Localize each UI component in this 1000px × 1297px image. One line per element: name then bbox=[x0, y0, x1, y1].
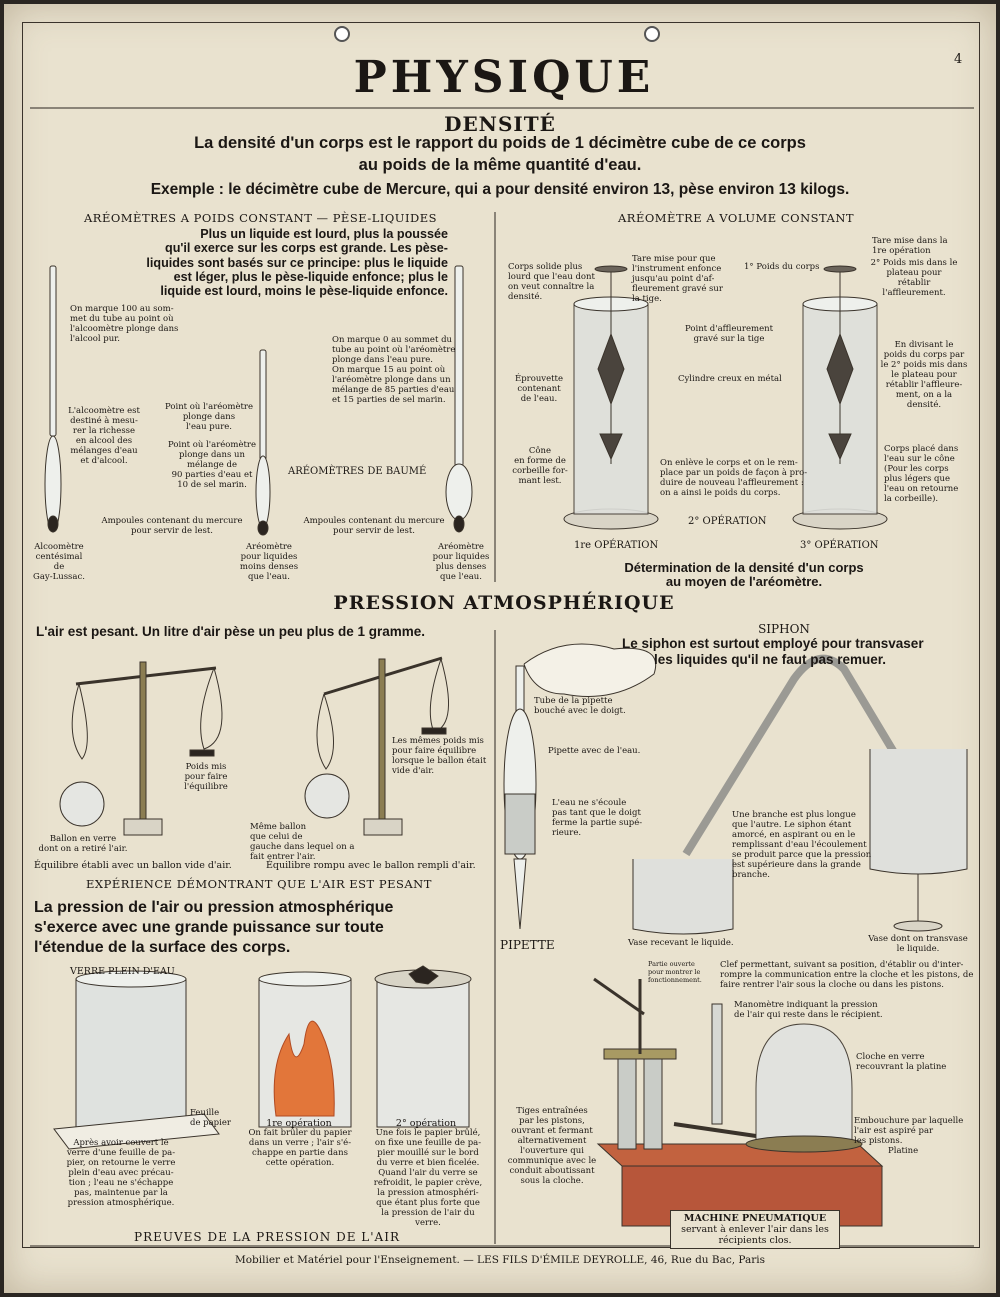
densite-heading: DENSITÉ bbox=[444, 112, 556, 136]
note-line: Une fois le papier brûlé, bbox=[375, 1128, 481, 1138]
note-line: pour montrer le bbox=[648, 968, 701, 976]
ampoule-note-2 bbox=[294, 516, 454, 536]
poster-board bbox=[4, 4, 996, 1293]
note-line: plonge dans l'eau pure. bbox=[332, 355, 434, 365]
note-line: l'équilibre bbox=[184, 782, 228, 792]
note-line: Poids mis bbox=[185, 762, 227, 772]
note-line: Cloche en verre bbox=[856, 1052, 925, 1062]
note-line: Vase dont on transvase bbox=[868, 934, 968, 944]
glass-paper-cover bbox=[375, 966, 471, 1127]
note-line: la corbeille). bbox=[884, 494, 939, 504]
densite-example: Exemple : le décimètre cube de Mercure, qui a pour densité environ 13, pèse environ 13 kilogs. bbox=[150, 181, 850, 198]
paragraph-line: s'exerce avec une grande puissance sur toute bbox=[34, 919, 384, 936]
note-platine: Platine bbox=[888, 1146, 919, 1156]
note-poids-plateau bbox=[864, 258, 964, 298]
note-en-divisant bbox=[876, 340, 972, 410]
note-line: que étant plus forte que bbox=[376, 1198, 480, 1208]
note-line: Partie ouverte bbox=[648, 960, 695, 968]
note-line: l'air est aspiré par bbox=[854, 1126, 934, 1136]
caption-line: moins denses bbox=[239, 562, 299, 572]
note-poids-corps: 1° Poids du corps bbox=[744, 262, 820, 272]
note-feuille-papier bbox=[190, 1108, 231, 1128]
note-line: la tige. bbox=[632, 294, 662, 304]
footer-publisher: Mobilier et Matériel pour l'Enseignement. — LES FILS D'ÉMILE DEYROLLE, 46, Rue du Bac, Paris bbox=[234, 1254, 766, 1266]
note-on-enleve bbox=[660, 458, 807, 498]
machine-subtitle: servant à enlever l'air dans les bbox=[681, 1224, 829, 1235]
note-line: communique avec le bbox=[507, 1156, 597, 1166]
note-line: (Pour les corps bbox=[884, 464, 949, 474]
note-line: 1re opération bbox=[872, 246, 931, 256]
note-eprouvette bbox=[504, 374, 574, 404]
areometre-volume-heading: ARÉOMÈTRE A VOLUME CONSTANT bbox=[618, 211, 855, 225]
note-line: pour faire bbox=[184, 772, 228, 782]
note-line: Ampoules contenant du mercure bbox=[101, 516, 243, 526]
note-tare-2 bbox=[872, 236, 948, 256]
note-line: Quand l'air du verre se bbox=[378, 1168, 478, 1178]
note-line: cette opération. bbox=[265, 1158, 335, 1168]
note-line: duire de nouveau l'affleurement : bbox=[660, 478, 804, 488]
note-line: dans un verre ; l'air s'é- bbox=[248, 1138, 352, 1148]
note-tare-1 bbox=[632, 254, 723, 304]
note-pipette-eau: Pipette avec de l'eau. bbox=[548, 746, 641, 756]
note-vase-transvase bbox=[858, 934, 978, 954]
note-line: le 2° poids mis dans bbox=[880, 360, 968, 370]
note-line: On marque 15 au point où bbox=[332, 365, 446, 375]
note-line: L'alcoomètre est bbox=[68, 406, 140, 416]
densite-definition-2: au poids de la même quantité d'eau. bbox=[358, 156, 642, 174]
op1-text bbox=[240, 1128, 360, 1168]
note-line: en alcool des bbox=[75, 436, 133, 446]
note-line: Éprouvette bbox=[515, 374, 563, 384]
equilibre-etabli: Équilibre établi avec un ballon vide d'air. bbox=[34, 860, 232, 871]
pression-heading: PRESSION ATMOSPHÉRIQUE bbox=[333, 592, 675, 614]
caption-moins-denses bbox=[234, 542, 304, 582]
caption-line: centésimal bbox=[35, 552, 83, 562]
note-line: ment, on a la bbox=[895, 390, 953, 400]
note-melange bbox=[164, 440, 260, 490]
op2-title: 2° opération bbox=[395, 1118, 457, 1129]
note-line: Point où l'aréomètre bbox=[164, 402, 254, 412]
note-line: l'eau pure. bbox=[185, 422, 233, 432]
page-title: PHYSIQUE bbox=[353, 52, 655, 103]
machine-subtitle: récipients clos. bbox=[718, 1235, 792, 1246]
principle-line: qu'il exerce sur les corps est grande. Les pèse- bbox=[165, 241, 448, 256]
note-line: plateau pour bbox=[886, 268, 942, 278]
note-vase-recevant: Vase recevant le liquide. bbox=[628, 938, 734, 948]
note-tube-pipette bbox=[534, 696, 626, 716]
note-line: On enlève le corps et on le rem- bbox=[660, 458, 798, 468]
note-line: on fixe une feuille de pa- bbox=[374, 1138, 482, 1148]
note-line: pier mouillé sur le bord bbox=[377, 1148, 479, 1158]
siphon-text-2: les liquides qu'il ne faut pas remuer. bbox=[654, 652, 887, 667]
note-line: Ampoules contenant du mercure bbox=[303, 516, 445, 526]
note-cloche bbox=[856, 1052, 946, 1072]
note-cylindre: Cylindre creux en métal bbox=[678, 374, 782, 384]
note-line: rétablir bbox=[897, 278, 931, 288]
machine-title: MACHINE PNEUMATIQUE bbox=[683, 1213, 827, 1224]
note-line: rer la richesse bbox=[72, 426, 136, 436]
note-line: On fait brûler du papier bbox=[248, 1128, 352, 1138]
note-line: de papier bbox=[190, 1118, 231, 1128]
note-line: 2° Poids mis dans le bbox=[870, 258, 958, 268]
note-line: chappe en partie dans bbox=[252, 1148, 348, 1158]
caption-line: que l'eau. bbox=[440, 572, 482, 582]
note-line: que l'autre. Le siphon étant bbox=[732, 820, 852, 830]
caption-line: Gay-Lussac. bbox=[33, 572, 85, 582]
siphon bbox=[633, 659, 967, 934]
note-line: fait entrer l'air. bbox=[250, 852, 316, 862]
note-line: Même ballon bbox=[250, 822, 307, 832]
note-line: Une branche est plus longue bbox=[732, 810, 856, 820]
hydrometer-gay-lussac bbox=[45, 266, 61, 532]
caption-line: Aréomètre bbox=[246, 542, 292, 552]
op2-text bbox=[366, 1128, 490, 1228]
equilibre-rompu: Équilibre rompu avec le ballon rempli d'air. bbox=[266, 860, 476, 871]
preuves-label: PREUVES DE LA PRESSION DE L'AIR bbox=[134, 1230, 400, 1244]
note-line: pier, on retourne le verre bbox=[66, 1158, 176, 1168]
note-alcoometre bbox=[64, 406, 144, 466]
note-line: remplissant d'eau l'écoulement bbox=[732, 840, 867, 850]
note-line: mélange de bbox=[187, 460, 237, 470]
note-line: destiné à mesu- bbox=[70, 416, 138, 426]
note-line: le plateau pour bbox=[891, 370, 957, 380]
note-line: rétablir l'affleure- bbox=[885, 380, 963, 390]
caption-line: Alcoomètre bbox=[34, 542, 84, 552]
note-line: de l'eau. bbox=[520, 394, 558, 404]
note-embouchure bbox=[854, 1116, 963, 1146]
principle-line: liquides sont basés sur ce principe: plus le liquide bbox=[146, 255, 448, 270]
note-line: dont on a retiré l'air. bbox=[38, 844, 128, 854]
note-line: conduit aboutissant bbox=[509, 1166, 595, 1176]
caption-line: plus denses bbox=[435, 562, 487, 572]
note-line: poids du corps par bbox=[883, 350, 965, 360]
caption-line: de bbox=[53, 562, 65, 572]
note-line: l'alcoomètre plonge dans bbox=[70, 324, 179, 334]
note-line: et 15 parties de sel marin. bbox=[332, 395, 446, 405]
note-line: du verre et bien ficelée. bbox=[376, 1158, 480, 1168]
note-corps-place bbox=[884, 444, 958, 504]
principle-line: Plus un liquide est lourd, plus la poussée bbox=[200, 227, 448, 241]
areometres-poids-heading: ARÉOMÈTRES A POIDS CONSTANT — PÈSE-LIQUIDES bbox=[84, 211, 438, 225]
note-line: vide d'air. bbox=[392, 766, 435, 776]
note-une-branche bbox=[732, 810, 871, 880]
note-line: rieure. bbox=[552, 828, 582, 838]
verre-plein-label: VERRE PLEIN D'EAU bbox=[70, 966, 175, 977]
conclusion-line-1: Détermination de la densité d'un corps bbox=[624, 560, 864, 575]
note-line: ferme la partie supé- bbox=[552, 818, 643, 828]
note-line: Clef permettant, suivant sa position, d'établir ou d'inter- bbox=[720, 960, 964, 970]
note-line: en forme de bbox=[514, 456, 566, 466]
note-line: est supérieure dans la grande bbox=[732, 860, 861, 870]
note-line: Embouchure par laquelle bbox=[854, 1116, 964, 1126]
note-clef bbox=[720, 960, 973, 990]
note-line: gravé sur la tige bbox=[693, 334, 765, 344]
note-line: gauche dans lequel on a bbox=[250, 842, 355, 852]
label-op3: 3° OPÉRATION bbox=[800, 540, 879, 551]
note-line: densité. bbox=[508, 292, 543, 302]
note-line: mant lest. bbox=[518, 476, 562, 486]
note-line: Tiges entraînées bbox=[516, 1106, 588, 1116]
balance-left bbox=[60, 662, 222, 835]
note-line: densité. bbox=[906, 400, 942, 410]
note-line: plus légers que bbox=[884, 474, 950, 484]
note-line: la pression de l'air du bbox=[381, 1208, 475, 1218]
air-pesant: L'air est pesant. Un litre d'air pèse un peu plus de 1 gramme. bbox=[36, 624, 426, 639]
label-op1: 1re OPÉRATION bbox=[574, 540, 659, 551]
note-line: corbeille for- bbox=[512, 466, 568, 476]
experience-heading: EXPÉRIENCE DÉMONTRANT QUE L'AIR EST PESANT bbox=[86, 877, 432, 891]
ampoule-note-1 bbox=[92, 516, 252, 536]
note-tiges bbox=[504, 1106, 600, 1186]
note-poids-mis bbox=[176, 762, 236, 792]
note-memes-poids bbox=[392, 736, 486, 776]
note-line: contenant bbox=[517, 384, 561, 394]
note-line: se produit parce que la pression bbox=[732, 850, 872, 860]
note-0-15 bbox=[332, 335, 455, 405]
caption-line: que l'eau. bbox=[248, 572, 290, 582]
note-line: Après avoir couvert le bbox=[73, 1138, 169, 1148]
note-line: on veut connaître la bbox=[508, 282, 595, 292]
note-line: jusqu'au point d'af- bbox=[632, 274, 715, 284]
caption-line: pour liquides bbox=[240, 552, 298, 562]
note-line: lourd que l'eau dont bbox=[508, 272, 595, 282]
note-line: plonge dans un bbox=[179, 450, 245, 460]
note-line: Ballon en verre bbox=[49, 834, 117, 844]
note-line: faire rentrer l'air sous la cloche ou dans les pistons. bbox=[720, 980, 944, 990]
note-line: l'alcool pur. bbox=[70, 334, 121, 344]
siphon-heading: SIPHON bbox=[758, 622, 810, 636]
note-line: recouvrant la platine bbox=[856, 1062, 947, 1072]
note-line: l'instrument enfonce bbox=[632, 264, 722, 274]
note-line: On marque 0 au sommet du bbox=[332, 335, 453, 345]
pipette-label: PIPETTE bbox=[500, 938, 555, 952]
note-partie-ouverte bbox=[648, 960, 702, 984]
note-line: l'ouverture qui bbox=[520, 1146, 584, 1156]
note-line: place par un poids de façon à pro- bbox=[660, 468, 808, 478]
note-line: pression atmosphérique. bbox=[67, 1198, 175, 1208]
note-line: la pression atmosphéri- bbox=[377, 1188, 479, 1198]
note-eau-pure bbox=[164, 402, 254, 432]
note-line: Tare mise dans la bbox=[872, 236, 948, 246]
note-line: En divisant le bbox=[894, 340, 954, 350]
note-line: les pistons. bbox=[854, 1136, 903, 1146]
note-line: 90 parties d'eau et bbox=[171, 470, 253, 480]
note-point-affleurement bbox=[664, 324, 794, 344]
conclusion-line-2: au moyen de l'aréomètre. bbox=[665, 574, 823, 589]
note-line: que celui de bbox=[250, 832, 303, 842]
note-line: mélange de 85 parties d'eau bbox=[332, 385, 455, 395]
note-ballon-verre bbox=[28, 834, 138, 854]
note-line: sous la cloche. bbox=[520, 1176, 584, 1186]
note-cone bbox=[508, 446, 572, 486]
note-line: plein d'eau avec précau- bbox=[68, 1168, 174, 1178]
op1-title: 1re opération bbox=[266, 1118, 332, 1129]
siphon-text-1: Le siphon est surtout employé pour transvaser bbox=[622, 636, 924, 651]
note-line: Manomètre indiquant la pression bbox=[734, 1000, 878, 1010]
note-line: lorsque le ballon était bbox=[392, 756, 487, 766]
pression-paragraph bbox=[34, 898, 494, 958]
note-line: alternativement bbox=[517, 1136, 587, 1146]
note-line: Point où l'aréomètre bbox=[167, 440, 257, 450]
note-manometre bbox=[734, 1000, 883, 1020]
note-line: l'aréomètre plonge dans un bbox=[332, 375, 451, 385]
note-line: 10 de sel marin. bbox=[177, 480, 247, 490]
note-line: plonge dans bbox=[182, 412, 236, 422]
baume-label: ARÉOMÈTRES DE BAUMÉ bbox=[288, 466, 427, 477]
note-line: Corps placé dans bbox=[884, 444, 959, 454]
cylinder-operation-1 bbox=[564, 266, 658, 529]
note-line: met du tube au point où bbox=[70, 314, 174, 324]
note-line: le liquide. bbox=[896, 944, 940, 954]
note-line: amorcé, en aspirant ou en le bbox=[732, 830, 856, 840]
caption-plus-denses bbox=[426, 542, 496, 582]
note-line: pas tant que le doigt bbox=[552, 808, 641, 818]
glass-burning-paper bbox=[259, 972, 351, 1127]
note-line: pour servir de lest. bbox=[333, 526, 415, 536]
label-op2: 2° OPÉRATION bbox=[688, 516, 767, 527]
note-line: tube au point où l'aréomètre bbox=[332, 345, 456, 355]
note-line: l'eau sur le cône bbox=[884, 454, 955, 464]
note-line: verre. bbox=[415, 1218, 441, 1228]
note-line: Tube de la pipette bbox=[534, 696, 613, 706]
note-line: mélanges d'eau bbox=[70, 446, 138, 456]
note-line: par les pistons, bbox=[519, 1116, 585, 1126]
principle-line: liquide est lourd, moins le pèse-liquide enfonce. bbox=[160, 284, 448, 299]
note-line: fleurement gravé sur bbox=[632, 284, 723, 294]
note-line: On marque 100 au som- bbox=[70, 304, 174, 314]
note-line: verre d'une feuille de pa- bbox=[66, 1148, 176, 1158]
note-line: L'eau ne s'écoule bbox=[552, 798, 627, 808]
note-line: rompre la communication entre la cloche et les pistons, de bbox=[720, 970, 974, 980]
densite-definition-1: La densité d'un corps est le rapport du poids de 1 décimètre cube de ce corps bbox=[194, 134, 806, 152]
note-100 bbox=[70, 304, 178, 344]
note-line: l'eau on retourne bbox=[884, 484, 959, 494]
note-line: Les mêmes poids mis bbox=[392, 736, 484, 746]
note-line: tion ; l'eau ne s'échappe bbox=[68, 1178, 174, 1188]
note-line: Tare mise pour que bbox=[632, 254, 716, 264]
principle-line: est léger, plus le pèse-liquide enfonce; plus le bbox=[173, 269, 448, 284]
areometres-principle bbox=[88, 227, 448, 298]
note-line: pour servir de lest. bbox=[131, 526, 213, 536]
note-meme-ballon bbox=[250, 822, 354, 862]
note-line: branche. bbox=[732, 870, 771, 880]
caption-line: Aréomètre bbox=[438, 542, 484, 552]
note-line: Corps solide plus bbox=[508, 262, 583, 272]
note-eau-ne-coule bbox=[552, 798, 642, 838]
note-apres-avoir bbox=[56, 1138, 186, 1208]
note-line: ouvrant et fermant bbox=[511, 1126, 593, 1136]
note-line: Cône bbox=[528, 446, 552, 456]
note-line: refroidit, le papier crève, bbox=[373, 1178, 483, 1188]
note-corps-solide bbox=[508, 262, 595, 302]
note-line: Point d'affleurement bbox=[685, 324, 773, 334]
note-line: Feuille bbox=[190, 1108, 220, 1118]
note-line: l'affleurement. bbox=[882, 288, 946, 298]
paragraph-line: l'étendue de la surface des corps. bbox=[34, 939, 291, 956]
note-line: de l'air qui reste dans le récipient. bbox=[734, 1010, 883, 1020]
machine-label-box bbox=[670, 1210, 840, 1249]
note-line: bouché avec le doigt. bbox=[534, 706, 626, 716]
paragraph-line: La pression de l'air ou pression atmosphérique bbox=[34, 899, 394, 916]
note-line: fonctionnement. bbox=[648, 976, 702, 984]
note-line: pas, maintenue par la bbox=[74, 1188, 168, 1198]
caption-line: pour liquides bbox=[432, 552, 490, 562]
note-line: on a ainsi le poids du corps. bbox=[660, 488, 781, 498]
caption-gay-lussac bbox=[24, 542, 94, 582]
note-line: et d'alcool. bbox=[80, 456, 128, 466]
plate-number: 4 bbox=[954, 52, 963, 67]
note-line: pour faire équilibre bbox=[392, 746, 477, 756]
